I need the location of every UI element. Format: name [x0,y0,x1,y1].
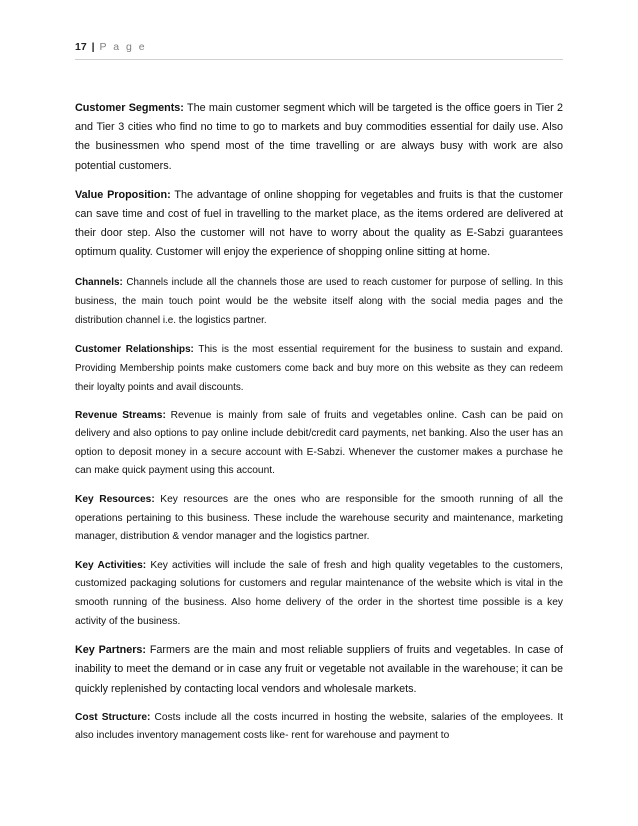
document-body [75,99,563,756]
section-text: Key resources are the ones who are responsible for the smooth running of all the operations pertaining to this business. These include the warehouse security and maintenance, marketing manager, distribution & vendor manager and the logistics partner. [75,494,563,543]
section-text: Channels include all the channels those are used to reach customer for purpose of selling. In this business, the main touch point would be the website itself along with the social media pages and the distribution channel i.e. the logistics partner. [75,276,563,326]
section-text: The main customer segment which will be targeted is the office goers in Tier 2 and Tier 3 cities who find no time to go to markets and buy commodities essential for daily use. Also the businessmen who spend most of the time travelling or are always busy with work are also potential customers. [75,102,563,172]
page-number: 17 [75,41,87,53]
section-label: Value Proposition: [75,188,171,201]
section-customer-segments [75,99,563,176]
section-text: Key activities will include the sale of fresh and high quality vegetables to the customers, customized packaging solutions for customers and regular maintenance of the website which is vital in the smooth running of the business. Also home delivery of the order in the shortest time possible is a key activity of the business. [75,559,563,627]
section-key-resources [75,491,563,547]
section-label: Channels: [75,276,123,288]
section-cost-structure [75,709,563,746]
section-label: Customer Relationships: [75,343,194,355]
section-text: The advantage of online shopping for vegetables and fruits is that the customer can save time and cost of fuel in travelling to the market place, as the items ordered are delivered at their door step. Also the customer will not have to worry about the quality as E-Sabzi guarantees optimum quality. Customer will enjoy the experience of shopping online sitting at home. [75,188,563,259]
section-text: Farmers are the main and most reliable suppliers of fruits and vegetables. In case of inability to meet the demand or in case any fruit or vegetable not available in the warehouse; it can be quickly replenished by contacting local vendors and wholesale markets. [75,644,563,695]
section-text: This is the most essential requirement for the business to sustain and expand. Providing Membership points make customers come back and buy more on this website as they can redeem their loyalty points and avail discounts. [75,343,563,393]
section-text: Costs include all the costs incurred in hosting the website, salaries of the employees. It also includes inventory management costs like- rent for warehouse and payment to [75,711,563,742]
page-header [75,41,563,60]
section-text: Revenue is mainly from sale of fruits and vegetables online. Cash can be paid on delivery and also options to pay online include debit/credit card payments, net banking. Also the user has an option to deposit money in a secure account with E-Sabzi. Whenever the customer makes a purchase he can make quick payment using this account. [75,409,563,477]
page-word: P a g e [99,41,147,53]
section-channels [75,273,563,330]
header-separator: | [91,41,95,53]
section-revenue-streams [75,407,563,481]
section-label: Cost Structure: [75,711,151,723]
section-key-activities [75,557,563,631]
section-customer-relationships [75,340,563,397]
section-label: Key Partners: [75,644,147,657]
section-value-proposition [75,186,563,263]
section-label: Key Activities: [75,559,147,571]
section-label: Key Resources: [75,494,155,505]
section-label: Revenue Streams: [75,409,166,421]
section-key-partners [75,641,563,699]
section-label: Customer Segments: [75,102,184,114]
